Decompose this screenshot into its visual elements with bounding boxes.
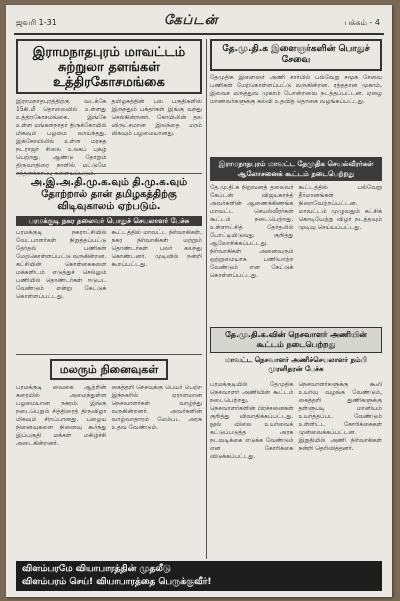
advertisement-banner <box>16 561 382 591</box>
page-header <box>14 15 384 35</box>
masthead-logo: கேப்டன் <box>164 13 219 28</box>
section-bar-meeting: இராமநாதபுரம் மாவட்ட தேமுதிக செயல்வீரர்கள் ஆலோசனைக் கூட்டம் நடைபெற்றது <box>210 157 382 181</box>
newspaper-page <box>6 5 392 597</box>
subheadline-weavers: மாவட்ட நெசவாளர் அணிச்செயலாளர் நம்பி முரளிதரன் பேச்சு <box>225 356 367 373</box>
headline-memories: மலரும் நினைவுகள் <box>59 363 159 376</box>
article-text: தமிழகத்தின் பல பகுதிகளில் இருந்தும் பக்தர்கள் இங்கு வந்து செல்கின்றனர். கோயிலின் தல விருட்சமான இலந்தை மரம் மிகவும் பழமையானது. <box>111 98 202 137</box>
right-column <box>210 39 382 595</box>
article-text: இராமநாதபுரத்திற்கு வடக்கே 15கி.மீ தொலைவில் உள்ளது உத்திரகோசமங்கை. இங்கே உள்ள மங்களநாதர் திருக்கோயில் மிகவும் பழமை வாய்ந்தது. இக்கோயிலில் உள்ள மரகத நடராஜர் சிலை உலகப் புகழ் பெற்றது. ஆண்டு தோறும் திருவாதிரை நாளில் மட்டுமே சந்தனக்காப்பு களையப்படும். <box>16 98 107 177</box>
article-text: தே.மு.தி.க நிறுவனத் தலைவர் கேப்டன் விஜயகாந்த் அவர்களின் ஆணைக்கிணங்க மாவட்ட செயல்வீரர்கள் கூட்டம் நடைபெற்றது. உள்ளாட்சித் தேர்தலில் போட்டியிடுவது குறித்து ஆலோசிக்கப்பட்டது. நிர்வாகிகள் அனைவரும் ஒற்றுமையாக பணியாற்ற வேண்டும் என கேட்டுக் கொள்ளப்பட்டது. <box>210 184 294 279</box>
column-divider <box>206 39 207 559</box>
article-text: கூட்டத்தில் மாவட்ட நிர்வாகிகள், நகர நிர்வாகிகள் மற்றும் தொண்டர்கள் பலர் கலந்து கொண்டனர். முடிவில் நன்றி கூறப்பட்டது. <box>111 229 202 268</box>
article-ramanathapuram <box>16 39 202 94</box>
article-text: தேமுதிக இளைஞர் அணி சார்பில் பல்வேறு சமூக சேவை பணிகள் மேற்கொள்ளப்பட்டு வருகின்றன. ரத்ததான முகாம், இலவச மருத்துவ முகாம் போன்றவை நடத்தப்பட்டன. ஏழை மாணவர்களுக்கு கல்வி உதவித் தொகை வழங்கப்பட்டது. <box>210 74 382 105</box>
article-text: கைத்தறி நெசவுக்கு பெயர் பெற்ற இந்நகரில் ஏராளமான நெசவாளர்கள் வாழ்ந்து வருகின்றனர். அவர்களின் வாழ்வாதாரம் மேம்பட அரசு உதவ வேண்டும். <box>111 384 202 431</box>
article-text: பரமக்குடி நகராட்சியில் வேட்பாளர்கள் நிறுத்தப்பட்டு தேர்தல் பணிகள் மேற்கொள்ளப்பட்டு வருகின்றன. கட்சியின் கொள்கைகளை மக்களிடம் எடுத்துச் செல்லும் பணியில் தொண்டர்கள் ஈடுபட வேண்டும் என்று கேட்டுக் கொள்ளப்பட்டது. <box>16 229 107 300</box>
headline-admk-dmk: அ.இ.அ.தி.மு.க.வும் தி.மு.க.வும் தோற்றால் தான் தமிழகத்திற்கு விடிவுகாலம் ஏற்படும். <box>30 177 188 212</box>
ad-line-2: விளம்பரம் செய்! வியாபாரத்தை பெருக்குவீர்! <box>22 577 212 587</box>
headline-box-memories <box>50 359 168 380</box>
article-text: பரமக்குடியில் தேமுதிக நெசவாளர் அணியின் கூட்டம் நடைபெற்றது. நெசவாளர்களின் பிரச்சனைகள் குறித்து விவாதிக்கப்பட்டது. நூல் விலை உயர்வைக் கட்டுப்படுத்த அரசு நடவடிக்கை எடுக்க வேண்டும் என கோரிக்கை விடுக்கப்பட்டது. <box>210 381 294 460</box>
headline-ramanathapuram: இராமநாதபுரம் மாவட்டம் சுற்றுலா தளங்கள் உத்திரகோசமங்கை <box>32 45 186 90</box>
section-bar-paramakudi: பரமக்குடி நகர தலைவர் பொதுச் செயலாளர் பேச்சு <box>16 216 202 226</box>
article-text: பரமக்குடி வைகை ஆற்றின் கரையில் அமைந்துள்ள பழமையான நகரம். இங்கு நடைபெறும் சித்திரைத் திருவிழா மிகவும் சிறப்பானது. பழைய நினைவுகளை நினைவு கூர்ந்து இப்பகுதி மக்கள் மகிழ்ச்சி அடைகின்றனர். <box>16 384 107 447</box>
headline-youth-service: தே.மு.தி.க இளைஞர்களின் பொதுச் சேவை <box>222 44 370 65</box>
headline-box-weavers <box>210 327 382 353</box>
issue-date: ஜவரி 1-31 <box>16 18 57 27</box>
headline-box-youth <box>210 39 382 71</box>
headline-weavers-meeting: தே.மு.தி.க.வின் நெசவாளர் அணியின் கூட்டம் நடைபெற்றது <box>225 330 367 349</box>
article-text: நெசவாளர்களுக்கு கூலி உயர்வு வழங்க வேண்டும், கைத்தறி துணிகளுக்கு தள்ளுபடி மானியம் உயர்த்தப்பட வேண்டும் உள்ளிட்ட கோரிக்கைகள் முன்வைக்கப்பட்டன. இறுதியில் அணி நிர்வாகிகள் நன்றி தெரிவித்தனர். <box>298 381 382 452</box>
page-number: பக்கம் - 4 <box>344 18 380 27</box>
ad-line-1: விளம்பரமே வியாபாரத்தின் முதலீடு <box>22 564 171 574</box>
left-column <box>16 39 202 559</box>
article-text: கூட்டத்தில் பல்வேறு தீர்மானங்கள் நிறைவேற்றப்பட்டன. மாவட்டம் முழுவதும் கட்சிக் கொடியேற்று விழா நடத்தவும் முடிவு செய்யப்பட்டது. <box>298 184 382 231</box>
